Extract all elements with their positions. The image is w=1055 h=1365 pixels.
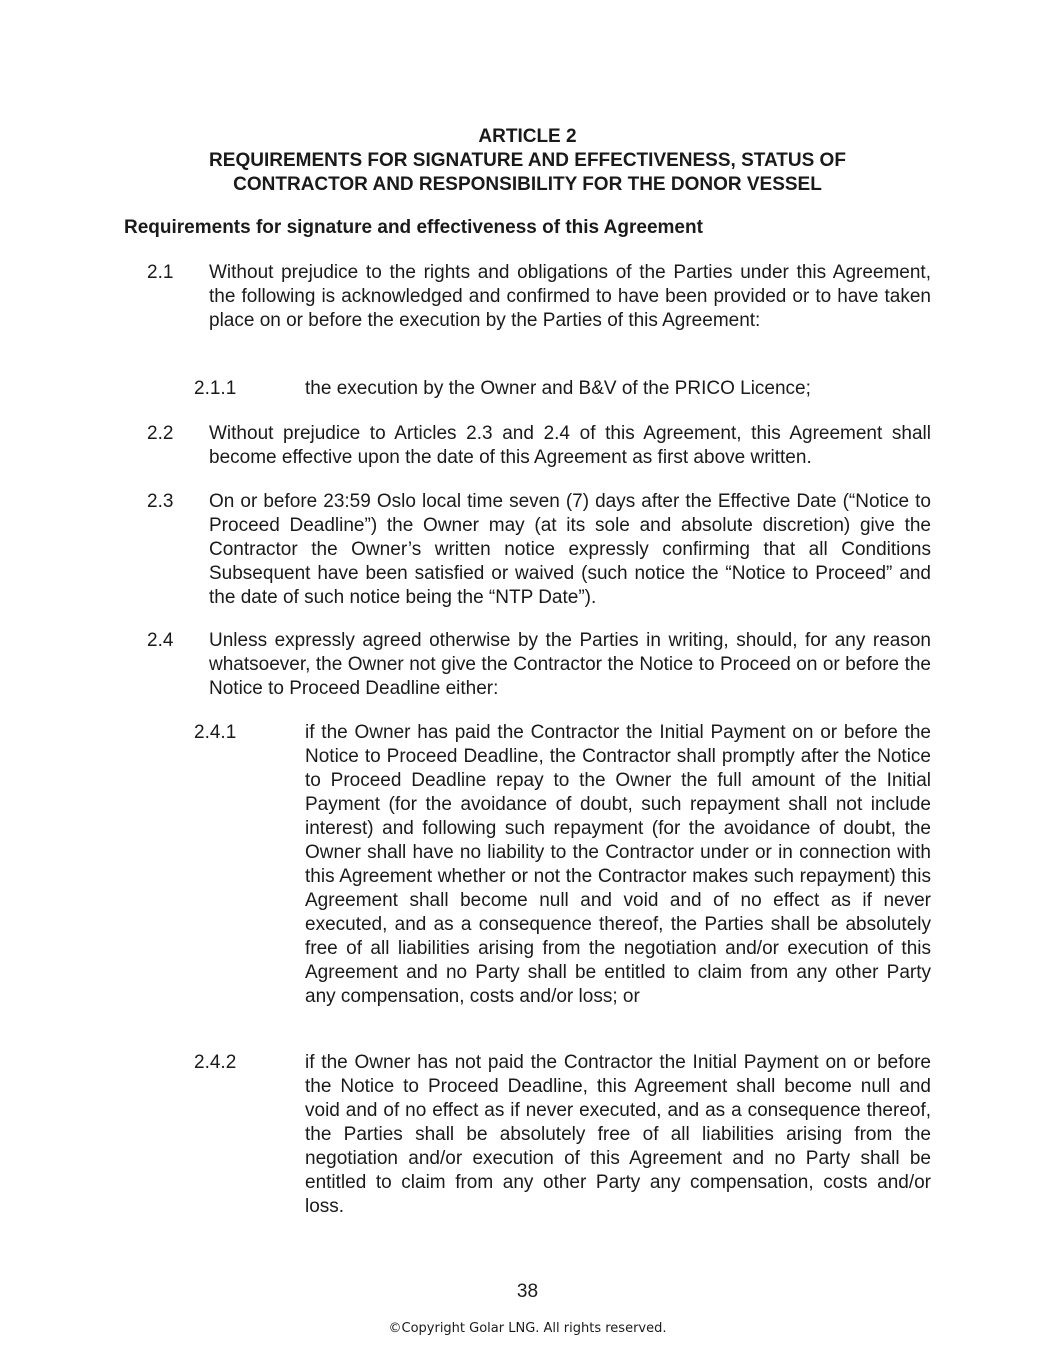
- clause-number: 2.4.1: [194, 722, 237, 743]
- page-number: 38: [516, 1281, 539, 1302]
- section-heading: Requirements for signature and effectiveness of this Agreement: [124, 217, 703, 238]
- clause-text: if the Owner has paid the Contractor the Initial Payment on or before the Notice to Proceed Deadline, the Contractor shall promptly after the Notice to Proceed Deadline repay to the Owner the full amount of the Initial Payment (for the avoidance of doubt, such repayment shall not include interest) and following such repayment (for the avoidance of doubt, the Owner shall have no liability to the Contractor under or in connection with this Agreement whether or not the Contractor makes such repayment) this Agreement shall become null and void and of no effect as if never executed, and as a consequence thereof, the Parties shall be absolutely free of all liabilities arising from the negotiation and/or execution of this Agreement and no Party shall be entitled to claim from any other Party any compensation, costs and/or loss; or: [305, 722, 931, 1007]
- clause-text: Without prejudice to the rights and obligations of the Parties under this Agreement, the following is acknowledged and confirmed to have been provided or to have taken place on or before the execution by the Parties of this Agreement:: [209, 262, 931, 331]
- clause-number: 2.3: [147, 491, 174, 512]
- article-subtitle-line-1: REQUIREMENTS FOR SIGNATURE AND EFFECTIVENESS, STATUS OF: [209, 150, 846, 171]
- clause-text: if the Owner has not paid the Contractor the Initial Payment on or before the Notice to Proceed Deadline, this Agreement shall become null and void and of no effect as if never executed, and as a consequence thereof, the Parties shall be absolutely free of all liabilities arising from the negotiation and/or execution of this Agreement and no Party shall be entitled to claim from any other Party any compensation, costs and/or loss.: [305, 1052, 931, 1217]
- article-subtitle-line-2: CONTRACTOR AND RESPONSIBILITY FOR THE DONOR VESSEL: [233, 174, 822, 195]
- clause-number: 2.2: [147, 423, 174, 444]
- clause-text: the execution by the Owner and B&V of the PRICO Licence;: [305, 378, 811, 399]
- article-header: [0, 125, 1055, 197]
- clause-number: 2.1: [147, 262, 174, 283]
- clause-text: Unless expressly agreed otherwise by the Parties in writing, should, for any reason whatsoever, the Owner not give the Contractor the Notice to Proceed on or before the Notice to Proceed Deadline either:: [209, 630, 931, 699]
- clause-number: 2.4: [147, 630, 174, 651]
- clause-number: 2.4.2: [194, 1052, 237, 1073]
- clause-text: Without prejudice to Articles 2.3 and 2.4 of this Agreement, this Agreement shall become effective upon the date of this Agreement as first above written.: [209, 423, 931, 468]
- clause-number: 2.1.1: [194, 378, 237, 399]
- article-title: ARTICLE 2: [478, 126, 577, 147]
- copyright-notice: ©Copyright Golar LNG. All rights reserved.: [388, 1321, 667, 1336]
- clause-text: On or before 23:59 Oslo local time seven (7) days after the Effective Date (“Notice to Proceed Deadline”) the Owner may (at its sole and absolute discretion) give the Contractor the Owner’s written notice expressly confirming that all Conditions Subsequent have been satisfied or waived (such notice the “Notice to Proceed” and the date of such notice being the “NTP Date”).: [209, 491, 931, 608]
